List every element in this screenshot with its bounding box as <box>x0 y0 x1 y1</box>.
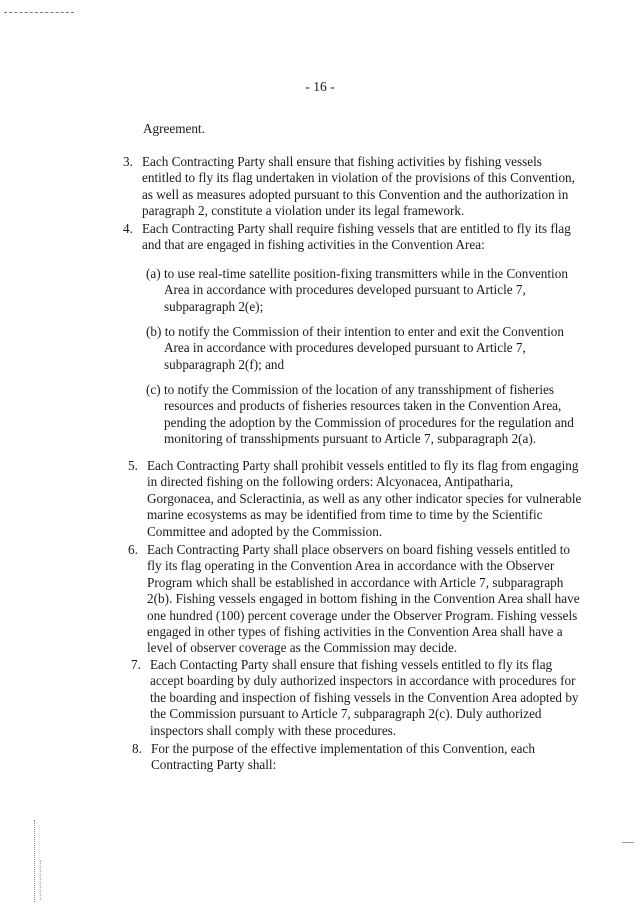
paragraph-7 <box>131 657 583 739</box>
paragraph-number: 5. <box>128 458 138 473</box>
paragraph-number: 3. <box>123 154 133 169</box>
subitem-text: to use real-time satellite position-fixing transmitters while in the Convention Area in accordance with procedures developed pursuant to Article 7, subparagraph 2(e); <box>163 266 568 314</box>
paragraph-8 <box>132 741 583 774</box>
subitem-c <box>146 382 583 448</box>
paragraph-text: For the purpose of the effective implementation of this Convention, each Contracting Party shall: <box>151 741 535 773</box>
subitem-a <box>146 266 583 315</box>
scan-artifact-right <box>622 842 634 843</box>
paragraph-6 <box>128 542 583 657</box>
scan-artifact-left <box>34 820 35 902</box>
subitem-text: to notify the Commission of their intention to enter and exit the Convention Area in accordance with procedures developed pursuant to Article 7, subparagraph 2(f); and <box>164 324 564 372</box>
paragraph-5 <box>128 458 583 540</box>
paragraph-text: Each Contracting Party shall place observers on board fishing vessels entitled to fly its flag operating in the Convention Area in accordance with the Observer Program which shall be established in accordance with Article 7, subparagraph 2(b). Fishing vessels engaged in bottom fishing in the Convention Area shall have one hundred (100) percent coverage under the Observer Program. Fishing vessels engaged in other types of fishing activities in the Convention Area shall have a level of observer coverage as the Commission may decide. <box>147 542 580 656</box>
paragraph-number: 8. <box>132 741 142 756</box>
scan-artifact-left-2 <box>40 860 41 900</box>
subitem-label: (c) <box>146 382 161 397</box>
paragraph-4 <box>123 221 583 254</box>
page-number: - 16 - <box>305 79 335 94</box>
subitem-label: (a) <box>146 266 161 281</box>
scan-artifact-top <box>4 12 74 13</box>
paragraph-number: 6. <box>128 542 138 557</box>
paragraph-text: Each Contracting Party shall require fishing vessels that are entitled to fly its flag and that are engaged in fishing activities in the Convention Area: <box>142 221 571 253</box>
subitem-label: (b) <box>146 324 162 339</box>
paragraph-text: Each Contracting Party shall ensure that fishing activities by fishing vessels entitled to fly its flag undertaken in violation of the provisions of this Convention, as well as measures adopted pursuant to this Convention and the authorization in paragraph 2, constitute a violation under its legal framework. <box>142 154 575 219</box>
subitem-b <box>146 324 583 373</box>
paragraph-number: 4. <box>123 221 133 236</box>
paragraph-number: 7. <box>131 657 141 672</box>
subitem-text: to notify the Commission of the location of any transshipment of fisheries resources and products of fisheries resources taken in the Convention Area, pending the adoption by the Commission of procedures for the regulation and monitoring of transshipments pursuant to Article 7, subparagraph 2(a). <box>163 382 574 447</box>
continuation-text: Agreement. <box>143 121 205 136</box>
paragraph-text: Each Contacting Party shall ensure that fishing vessels entitled to fly its flag accept boarding by duly authorized inspectors in accordance with procedures for the boarding and inspection of fishing vessels in the Convention Area adopted by the Commission pursuant to Article 7, subparagraph 2(c). Duly authorized inspectors shall comply with these procedures. <box>150 657 579 738</box>
paragraph-3 <box>123 154 583 220</box>
paragraph-text: Each Contracting Party shall prohibit vessels entitled to fly its flag from engaging in directed fishing on the following orders: Alcyonacea, Antipatharia, Gorgonacea, and Scleractinia, as well as any other indicator species for vulnerable marine ecosystems as may be identified from time to time by the Scientific Committee and adopted by the Commission. <box>147 458 582 539</box>
